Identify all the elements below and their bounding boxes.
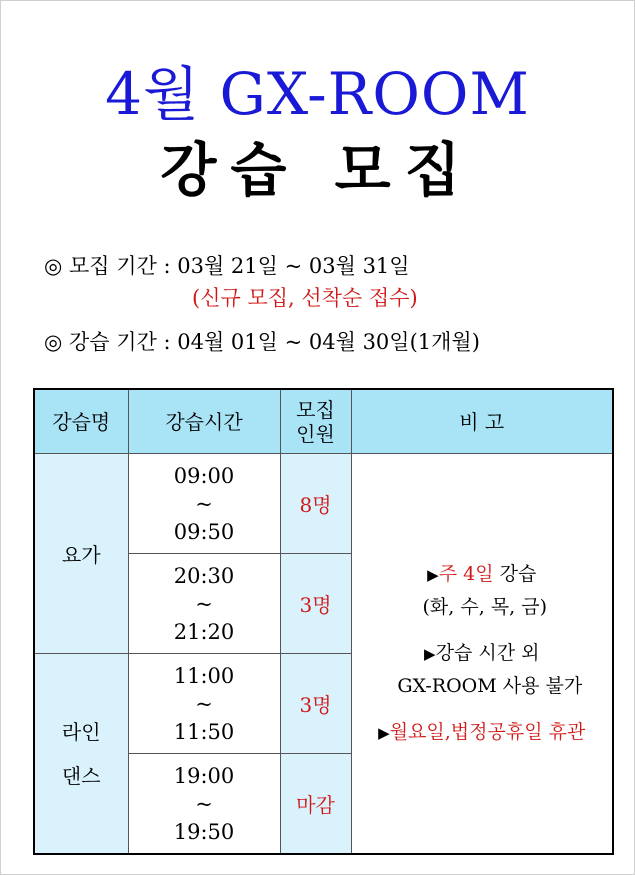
note-days-count: 주 4일 [438, 563, 494, 585]
header-note: 비 고 [351, 389, 613, 454]
time-end: 09:50 [173, 519, 235, 544]
bullet-icon: ▶ [427, 566, 439, 584]
note-room-line1: 강습 시간 외 [435, 642, 540, 664]
time-linedance-1 [128, 654, 280, 754]
recruit-note: (신규 모집, 선착순 접수) [192, 286, 418, 310]
note-days-list: (화, 수, 목, 금) [422, 596, 547, 618]
bullet-icon: ▶ [424, 645, 436, 663]
time-sep: ~ [195, 591, 213, 616]
note-room-use [352, 637, 613, 702]
title-line1: 4월 GX-ROOM [105, 60, 530, 128]
time-sep: ~ [195, 691, 213, 716]
capacity-linedance-1: 3명 [280, 654, 351, 754]
note-days-rest: 강습 [493, 563, 537, 585]
note-closed [352, 716, 613, 749]
header-row [34, 389, 613, 454]
capacity-linedance-2: 마감 [280, 754, 351, 855]
class-linedance [34, 654, 128, 855]
header-time: 강습시간 [128, 389, 280, 454]
header-capacity-line2: 인원 [296, 421, 335, 446]
time-start: 09:00 [173, 463, 235, 488]
class-period: ◎ 강습 기간 : 04월 01일 ~ 04월 30일(1개월) [44, 330, 480, 354]
time-end: 19:50 [173, 819, 235, 844]
time-start: 19:00 [173, 763, 235, 788]
capacity-yoga-2: 3명 [280, 554, 351, 654]
note-schedule [352, 558, 613, 623]
time-end: 21:20 [173, 619, 235, 644]
header-class: 강습명 [34, 389, 128, 454]
class-yoga: 요가 [34, 454, 128, 654]
header-capacity-line1: 모집 [296, 397, 335, 422]
bullet-icon: ▶ [378, 724, 390, 742]
table-row [34, 454, 613, 554]
recruit-period: ◎ 모집 기간 : 03월 21일 ~ 03월 31일 [44, 254, 410, 278]
class-linedance-line2: 댄스 [61, 763, 101, 788]
time-yoga-2 [128, 554, 280, 654]
header-capacity [280, 389, 351, 454]
time-sep: ~ [195, 791, 213, 816]
class-linedance-line1: 라인 [61, 719, 101, 744]
time-start: 20:30 [173, 563, 235, 588]
time-sep: ~ [195, 491, 213, 516]
time-linedance-2 [128, 754, 280, 855]
note-room-line2: GX-ROOM 사용 불가 [397, 675, 583, 697]
time-start: 11:00 [173, 663, 235, 688]
capacity-yoga-1: 8명 [280, 454, 351, 554]
time-end: 11:50 [173, 719, 235, 744]
note-closed-text: 월요일,법정공휴일 휴관 [389, 721, 586, 743]
title-line2: 강습 모집 [160, 136, 475, 204]
notes-cell [351, 454, 613, 855]
time-yoga-1 [128, 454, 280, 554]
schedule-table [33, 388, 614, 855]
